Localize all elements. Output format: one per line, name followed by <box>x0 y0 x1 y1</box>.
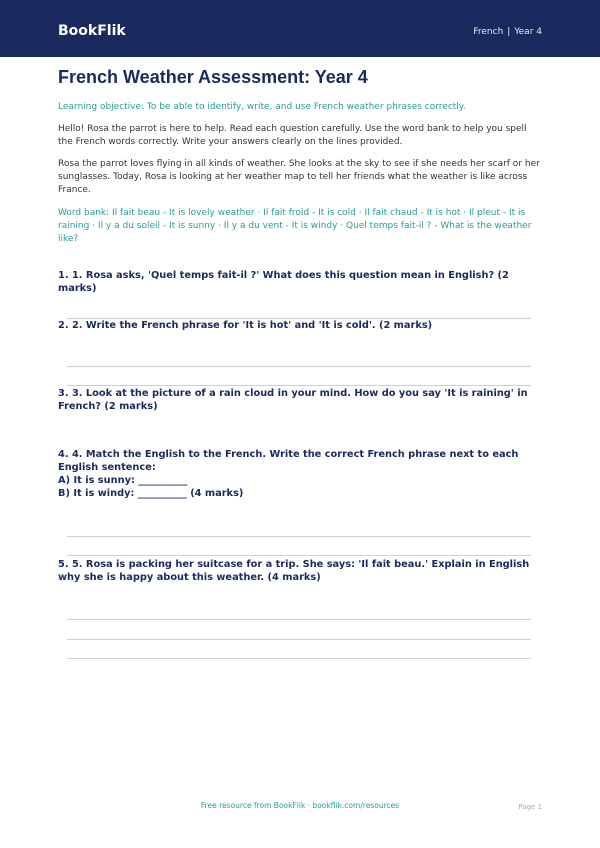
year-label: Year 4 <box>514 27 542 37</box>
match-line-a: A) It is sunny: __________ <box>58 475 188 486</box>
question-1 <box>58 269 542 295</box>
word-bank: Word bank: Il fait beau - It is lovely weather · Il fait froid - It is cold · Il fait chaud - It is hot · Il pleut - It is raining · Il y a du soleil - It is sunny · Il y a du vent - It is windy · Quel temps fait-il ? - What is the weather like? <box>58 208 532 244</box>
match-line-b: B) It is windy: __________ (4 marks) <box>58 488 244 499</box>
page-header <box>0 0 600 57</box>
question-number: 2. <box>58 320 69 331</box>
answer-line[interactable] <box>67 536 531 537</box>
answer-line[interactable] <box>67 639 531 640</box>
story-paragraph: Rosa the parrot loves flying in all kinds of weather. She looks at the sky to see if she needs her scarf or her sunglasses. Today, Rosa is looking at her weather map to tell her friends what the weather is like across France. <box>58 159 540 195</box>
question-text: 4. Match the English to the French. Write the correct French phrase next to each English sentence: <box>58 449 519 473</box>
answer-line[interactable] <box>67 658 531 659</box>
question-5 <box>58 558 542 584</box>
brand-logo: BookFlik <box>58 23 126 39</box>
footer-credit: Free resource from BookFlik · bookflik.com/resources <box>200 801 400 810</box>
question-4 <box>58 448 542 500</box>
question-number: 4. <box>58 449 69 460</box>
question-number: 3. <box>58 388 69 399</box>
question-text: 2. Write the French phrase for 'It is hot' and 'It is cold'. (2 marks) <box>71 320 433 331</box>
question-2 <box>58 319 542 332</box>
page-number: Page 1 <box>518 803 542 811</box>
answer-line[interactable] <box>67 555 531 556</box>
intro-paragraph: Hello! Rosa the parrot is here to help. Read each question carefully. Use the word bank to help you spell the French words correctly. Write your answers clearly on the lines provided. <box>58 124 527 147</box>
learning-objective: Learning objective: To be able to identify, write, and use French weather phrases correctly. <box>58 102 466 112</box>
intro-section <box>58 66 542 246</box>
answer-line[interactable] <box>67 366 531 367</box>
answer-line[interactable] <box>67 385 531 386</box>
answer-line[interactable] <box>67 619 531 620</box>
question-text: 5. Rosa is packing her suitcase for a trip. She says: 'Il fait beau.' Explain in English why she is happy about this weather. (4 marks) <box>58 559 530 583</box>
question-number: 5. <box>58 559 69 570</box>
question-text: 3. Look at the picture of a rain cloud in your mind. How do you say 'It is raining' in French? (2 marks) <box>58 388 528 412</box>
question-3 <box>58 387 542 413</box>
question-number: 1. <box>58 270 69 281</box>
question-text: 1. Rosa asks, 'Quel temps fait-il ?' What does this question mean in English? (2 marks) <box>58 270 509 294</box>
page-title: French Weather Assessment: Year 4 <box>58 67 368 87</box>
subject-label: French <box>473 27 504 37</box>
subject-year-label: French | Year 4 <box>473 27 542 37</box>
